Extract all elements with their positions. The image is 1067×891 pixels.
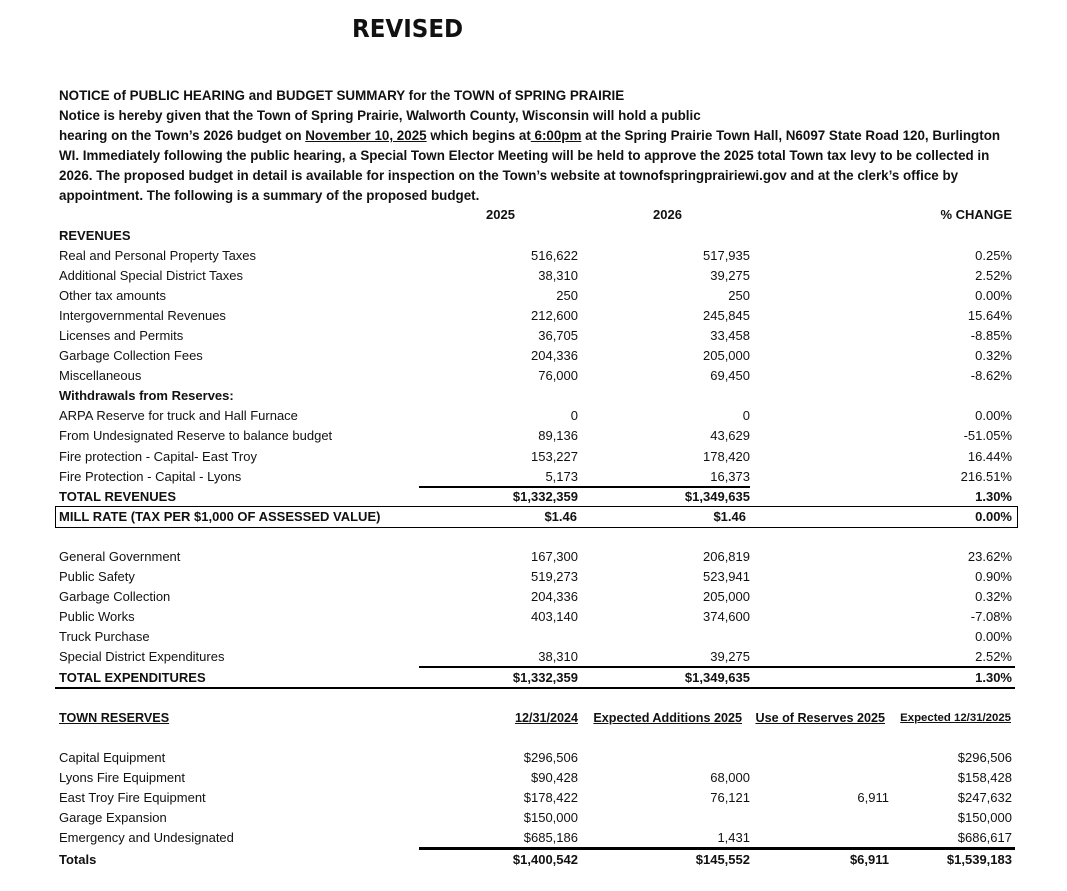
reserves-header-row bbox=[0, 708, 1067, 728]
row-label: Intergovernmental Revenues bbox=[59, 308, 226, 323]
value-2026: $1,349,635 bbox=[684, 670, 750, 685]
row-label: Emergency and Undesignated bbox=[59, 830, 234, 845]
value-2025: 204,336 bbox=[531, 348, 578, 363]
notice-line: Notice is hereby given that the Town of Spring Prairie, Walworth County, Wisconsin will hold a public bbox=[59, 108, 701, 123]
value-balance-2024: $1,400,542 bbox=[512, 852, 578, 867]
value-2026: 43,629 bbox=[710, 428, 750, 444]
row-label: Miscellaneous bbox=[59, 368, 142, 383]
row-label: East Troy Fire Equipment bbox=[59, 790, 206, 805]
row-label: Special District Expenditures bbox=[59, 649, 225, 664]
withdrawal-row bbox=[0, 426, 1067, 446]
value-2026: 69,450 bbox=[710, 368, 750, 383]
value-expected-2025: $158,428 bbox=[957, 770, 1012, 785]
value-change: -8.62% bbox=[970, 368, 1012, 383]
value-change: 0.32% bbox=[975, 348, 1012, 363]
column-header-expected-2025: Expected 12/31/2025 bbox=[900, 712, 1011, 724]
value-balance-2024: $296,506 bbox=[523, 750, 578, 765]
row-label: Public Works bbox=[59, 609, 135, 624]
value-2025: 38,310 bbox=[538, 649, 578, 664]
value-2026: 205,000 bbox=[703, 348, 750, 363]
value-additions: $145,552 bbox=[695, 852, 750, 867]
value-2026: 39,275 bbox=[710, 268, 750, 283]
value-2025: 516,622 bbox=[531, 248, 578, 263]
row-label: Garbage Collection bbox=[59, 589, 171, 604]
value-change: 0.90% bbox=[975, 569, 1012, 584]
value-use: 6,911 bbox=[857, 790, 889, 805]
value-change: 0.00% bbox=[975, 509, 1012, 524]
value-additions: 1,431 bbox=[717, 830, 750, 845]
value-change: -8.85% bbox=[970, 328, 1012, 343]
row-label: Other tax amounts bbox=[59, 288, 166, 303]
withdrawal-row bbox=[0, 406, 1067, 426]
notice-heading: NOTICE of PUBLIC HEARING and BUDGET SUMMARY for the TOWN of SPRING PRAIRIE bbox=[59, 88, 625, 103]
value-2026: 33,458 bbox=[710, 328, 750, 343]
revenue-row bbox=[0, 286, 1067, 306]
notice-line: 2026. The proposed budget in detail is available for inspection on the Town’s website at townofspringprairiewi.gov and at the clerk’s office by bbox=[59, 168, 959, 183]
value-additions: 68,000 bbox=[710, 770, 750, 785]
value-change: 0.00% bbox=[975, 408, 1012, 423]
row-label: MILL RATE (TAX PER $1,000 OF ASSESSED VALUE) bbox=[59, 509, 381, 524]
revenue-row bbox=[0, 246, 1067, 266]
reserve-row bbox=[0, 788, 1067, 808]
column-header-use: Use of Reserves 2025 bbox=[755, 711, 885, 725]
value-2026: 206,819 bbox=[703, 549, 750, 564]
row-label: From Undesignated Reserve to balance budget bbox=[59, 428, 333, 444]
row-label: ARPA Reserve for truck and Hall Furnace bbox=[59, 408, 298, 423]
value-use: $6,911 bbox=[849, 852, 889, 867]
total-revenues-row bbox=[0, 487, 1067, 507]
revenue-row bbox=[0, 366, 1067, 386]
revenue-row bbox=[0, 306, 1067, 326]
column-header-balance-2024: 12/31/2024 bbox=[514, 711, 578, 725]
reserves-totals-row bbox=[0, 850, 1067, 870]
value-2025: 167,300 bbox=[531, 549, 578, 564]
column-header-change: % CHANGE bbox=[940, 207, 1012, 222]
public-hearing-notice bbox=[59, 86, 1029, 206]
value-balance-2024: $685,186 bbox=[523, 830, 578, 845]
row-label: Licenses and Permits bbox=[59, 328, 184, 343]
row-label: Garbage Collection Fees bbox=[59, 348, 203, 363]
value-change: 23.62% bbox=[967, 549, 1012, 564]
hearing-date: November 10, 2025 bbox=[305, 128, 427, 143]
value-2026: 517,935 bbox=[703, 248, 750, 263]
value-change: -51.05% bbox=[963, 428, 1012, 444]
row-label: Garage Expansion bbox=[59, 810, 167, 825]
value-change: 2.52% bbox=[975, 268, 1012, 283]
row-label: Truck Purchase bbox=[59, 629, 150, 644]
value-2025: $1,332,359 bbox=[512, 670, 578, 685]
value-change: 216.51% bbox=[960, 468, 1012, 484]
total-expenditures-row bbox=[0, 668, 1067, 688]
value-2025: $1,332,359 bbox=[512, 489, 578, 504]
withdrawals-heading bbox=[0, 386, 1067, 406]
notice-text: which begins at bbox=[426, 128, 531, 143]
value-2026: $1.46 bbox=[713, 509, 746, 524]
notice-line bbox=[59, 126, 1029, 146]
value-2025: $1.46 bbox=[544, 509, 577, 524]
value-additions: 76,121 bbox=[710, 790, 750, 805]
value-2026: 250 bbox=[728, 288, 750, 303]
notice-text: at the Spring Prairie Town Hall, N6097 State Road 120, Burlington bbox=[581, 128, 1001, 143]
expenditure-row bbox=[0, 607, 1067, 627]
expenditure-row bbox=[0, 547, 1067, 567]
value-2025: 250 bbox=[556, 288, 578, 303]
value-2025: 204,336 bbox=[531, 589, 578, 604]
row-label: Real and Personal Property Taxes bbox=[59, 248, 257, 263]
revenue-row bbox=[0, 326, 1067, 346]
value-change: 0.00% bbox=[975, 288, 1012, 303]
value-2025: 153,227 bbox=[531, 448, 578, 464]
value-balance-2024: $150,000 bbox=[523, 810, 578, 825]
value-change: 1.30% bbox=[975, 489, 1012, 504]
column-header-2026: 2026 bbox=[653, 207, 682, 222]
notice-text: hearing on the Town’s 2026 budget on bbox=[59, 128, 306, 143]
expenditure-row bbox=[0, 627, 1067, 647]
revenue-row bbox=[0, 346, 1067, 366]
value-2026: 178,420 bbox=[703, 448, 750, 464]
value-2026: 39,275 bbox=[710, 649, 750, 664]
value-change: 0.00% bbox=[975, 629, 1012, 644]
value-2026: 0 bbox=[742, 408, 750, 423]
value-2026: 245,845 bbox=[703, 308, 750, 323]
value-change: 2.52% bbox=[975, 649, 1012, 664]
row-label: Public Safety bbox=[59, 569, 135, 584]
budget-column-headers bbox=[0, 205, 1067, 225]
reserves-heading: TOWN RESERVES bbox=[59, 711, 170, 725]
value-2025: 0 bbox=[570, 408, 578, 423]
value-2025: 76,000 bbox=[538, 368, 578, 383]
row-label: Totals bbox=[59, 852, 97, 867]
row-label: TOTAL REVENUES bbox=[59, 489, 177, 504]
reserve-row bbox=[0, 748, 1067, 768]
value-expected-2025: $247,632 bbox=[957, 790, 1012, 805]
hearing-time: 6:00pm bbox=[530, 128, 582, 143]
row-label: Additional Special District Taxes bbox=[59, 268, 244, 283]
column-header-additions: Expected Additions 2025 bbox=[593, 711, 742, 725]
expenditure-row bbox=[0, 567, 1067, 587]
revenue-row bbox=[0, 266, 1067, 286]
value-change: 0.32% bbox=[975, 589, 1012, 604]
value-change: 0.25% bbox=[975, 248, 1012, 263]
reserve-row bbox=[0, 768, 1067, 788]
notice-line: appointment. The following is a summary of the proposed budget. bbox=[59, 188, 480, 203]
row-label: Lyons Fire Equipment bbox=[59, 770, 185, 785]
value-expected-2025: $296,506 bbox=[957, 750, 1012, 765]
section-heading: REVENUES bbox=[59, 228, 131, 243]
row-label: General Government bbox=[59, 549, 181, 564]
expenditure-row bbox=[0, 587, 1067, 607]
value-2025: 519,273 bbox=[531, 569, 578, 584]
value-2025: 36,705 bbox=[538, 328, 578, 343]
total-rule bbox=[55, 687, 1015, 689]
value-2025: 89,136 bbox=[538, 428, 578, 444]
column-header-2025: 2025 bbox=[486, 207, 515, 222]
row-label: Fire Protection - Capital - Lyons bbox=[59, 468, 242, 484]
value-expected-2025: $1,539,183 bbox=[946, 852, 1012, 867]
reserve-row bbox=[0, 808, 1067, 828]
reserve-row bbox=[0, 828, 1067, 848]
value-2026: 16,373 bbox=[710, 468, 750, 484]
value-2026: $1,349,635 bbox=[684, 489, 750, 504]
value-2025: 403,140 bbox=[531, 609, 578, 624]
value-expected-2025: $150,000 bbox=[957, 810, 1012, 825]
document-title: REVISED bbox=[352, 14, 464, 43]
value-2026: 205,000 bbox=[703, 589, 750, 604]
value-2026: 374,600 bbox=[703, 609, 750, 624]
value-change: 15.64% bbox=[967, 308, 1012, 323]
withdrawal-row bbox=[0, 467, 1067, 487]
value-2025: 5,173 bbox=[545, 468, 578, 484]
value-change: -7.08% bbox=[970, 609, 1012, 624]
mill-rate-row bbox=[0, 507, 1067, 527]
value-2026: 523,941 bbox=[703, 569, 750, 584]
value-2025: 38,310 bbox=[538, 268, 578, 283]
withdrawal-row bbox=[0, 447, 1067, 467]
value-2025: 212,600 bbox=[531, 308, 578, 323]
value-change: 16.44% bbox=[967, 448, 1012, 464]
value-balance-2024: $90,428 bbox=[531, 770, 578, 785]
revenues-heading bbox=[0, 226, 1067, 246]
row-label: Capital Equipment bbox=[59, 750, 166, 765]
notice-line: WI. Immediately following the public hearing, a Special Town Elector Meeting will be held to approve the 2025 total Town tax levy to be collected in bbox=[59, 148, 990, 163]
section-heading: Withdrawals from Reserves: bbox=[59, 388, 234, 403]
expenditure-row bbox=[0, 647, 1067, 667]
row-label: Fire protection - Capital- East Troy bbox=[59, 448, 257, 464]
value-balance-2024: $178,422 bbox=[523, 790, 578, 805]
value-expected-2025: $686,617 bbox=[957, 830, 1012, 845]
value-change: 1.30% bbox=[975, 670, 1012, 685]
row-label: TOTAL EXPENDITURES bbox=[59, 670, 206, 685]
